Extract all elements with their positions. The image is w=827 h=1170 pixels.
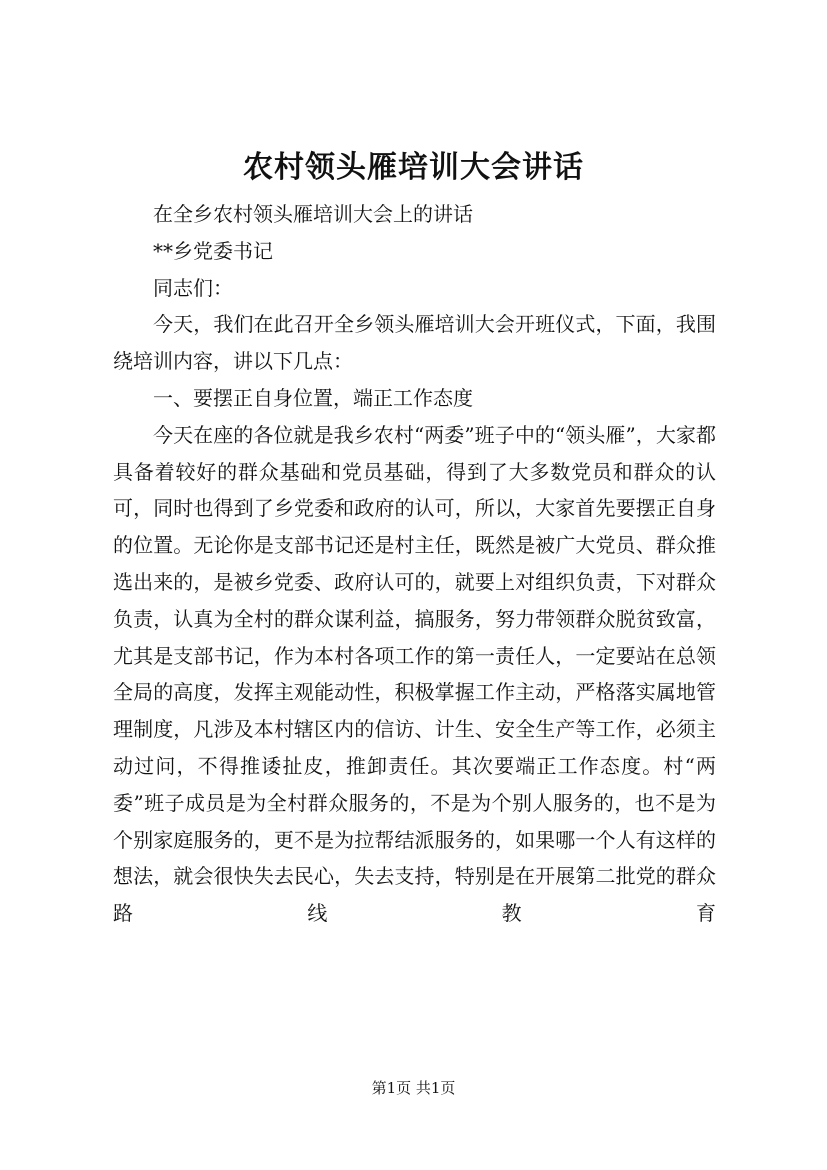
section-paragraph-1: 今天在座的各位就是我乡农村“两委”班子中的“领头雁”，大家都具备着较好的群众基础和党员基础，得到了大多数党员和群众的认可，同时也得到了乡党委和政府的认可，所以，大家首先要摆正自身的位置。无论你是支部书记还是村主任，既然是被广大党员、群众推选出来的，是被乡党委、政府认可的，就要上对组织负责，下对群众负责，认真为全村的群众谋利益，搞服务，努力带领群众脱贫致富，尤其是支部书记，作为本村各项工作的第一责任人，一定要站在总领全局的高度，发挥主观能动性，积极掌握工作主动，严格落实属地管理制度，凡涉及本村辖区内的信访、计生、安全生产等工作，必须主动过问，不得推诿扯皮，推卸责任。其次要端正工作态度。村“两委”班子成员是为全村群众服务的，不是为个别人服务的，也不是为个别家庭服务的，更不是为拉帮结派服务的，如果哪一个人有这样的想法，就会很快失去民心，失去支持，特别是在开展第二批党的群众路线教育 xyxy=(113,422,716,926)
page-footer: 第1页 共1页 xyxy=(371,1079,456,1097)
section-heading-1: 一、要摆正自身位置，端正工作态度 xyxy=(153,385,473,410)
document-body xyxy=(113,196,716,932)
document-title: 农村领头雁培训大会讲话 xyxy=(243,150,584,185)
speaker-line: **乡党委书记 xyxy=(153,238,273,263)
salutation: 同志们： xyxy=(153,275,233,300)
opening-paragraph: 今天，我们在此召开全乡领头雁培训大会开班仪式，下面，我围绕培训内容，讲以下几点： xyxy=(113,312,716,374)
speech-heading: 在全乡农村领头雁培训大会上的讲话 xyxy=(153,202,473,226)
